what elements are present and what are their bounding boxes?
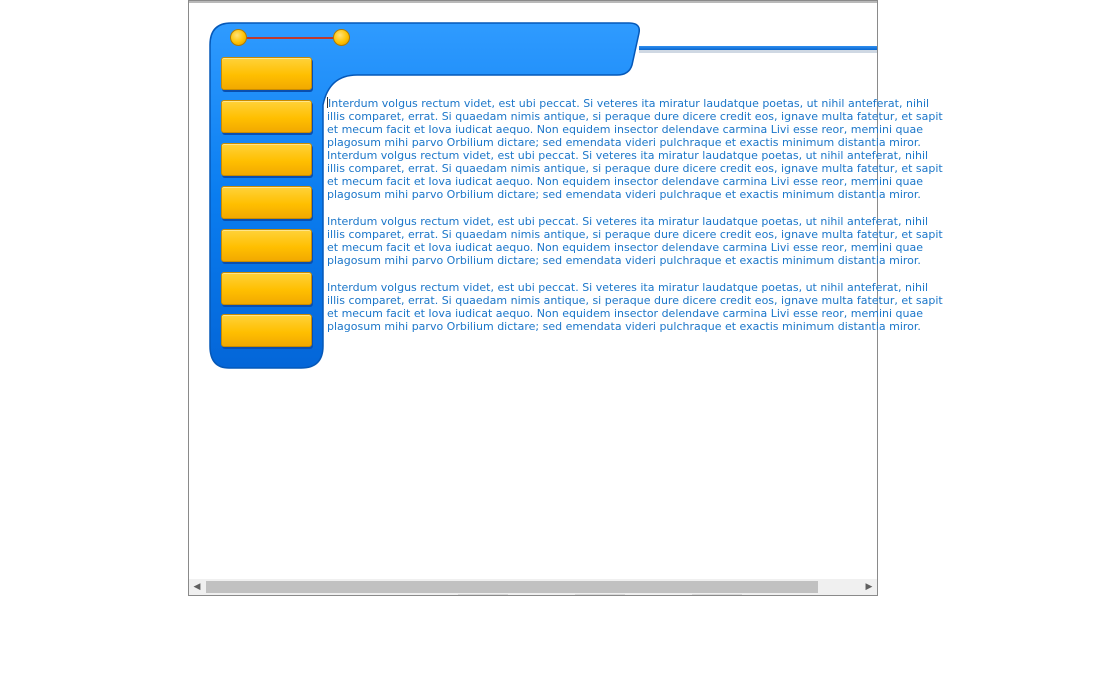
chevron-left-icon[interactable]: ◀ bbox=[193, 582, 201, 592]
content-paragraph: Interdum volgus rectum videt, est ubi peccat. Si veteres ita miratur laudatque poetas, ut nihil anteferat, nihil illis comparet, errat. Si quaedam nimis antique, si peraque dure dicere credit eos, ignave multa fatetur, et sapit et mecum facit et Iova iudicat aequo. Non equidem insector delendave carmina Livi esse reor, memini quae plagosum mihi parvo Orbilium dictare; sed emendata videri pulchraque et exactis minimum distantia miror. bbox=[327, 281, 943, 333]
header-rule-shadow bbox=[639, 50, 877, 53]
header-rule bbox=[639, 46, 877, 50]
horizontal-scrollbar[interactable] bbox=[189, 579, 877, 595]
nav-button-3[interactable] bbox=[221, 143, 312, 176]
faint-mark bbox=[692, 594, 742, 595]
faint-mark bbox=[458, 594, 508, 595]
main-content bbox=[327, 97, 947, 347]
page-canvas bbox=[189, 1, 943, 579]
nav-button-5[interactable] bbox=[221, 229, 312, 262]
slider-knob-left[interactable] bbox=[230, 29, 247, 46]
content-paragraph: Interdum volgus rectum videt, est ubi peccat. Si veteres ita miratur laudatque poetas, ut nihil anteferat, nihil illis comparet, errat. Si quaedam nimis antique, si peraque dure dicere credit eos, ignave multa fatetur, et sapit et mecum facit et Iova iudicat aequo. Non equidem insector delendave carmina Livi esse reor, memini quae plagosum mihi parvo Orbilium dictare; sed emendata videri pulchraque et exactis minimum distantia miror. bbox=[327, 149, 943, 201]
nav-button-4[interactable] bbox=[221, 186, 312, 219]
chevron-right-icon[interactable]: ▶ bbox=[865, 582, 873, 592]
slider-knob-right[interactable] bbox=[333, 29, 350, 46]
nav-button-6[interactable] bbox=[221, 272, 312, 305]
below-frame-marks bbox=[188, 594, 876, 598]
paragraph-text: Interdum volgus rectum videt, est ubi peccat. Si veteres ita miratur laudatque poetas, ut nihil anteferat, nihil illis comparet, errat. Si quaedam nimis antique, si peraque dure dicere credit eos, ignave multa fatetur, et sapit et mecum facit et Iova iudicat aequo. Non equidem insector delendave carmina Livi esse reor, memini quae plagosum mihi parvo Orbilium dictare; sed emendata videri pulchraque et exactis minimum distantia miror. bbox=[327, 97, 943, 149]
nav-button-7[interactable] bbox=[221, 314, 312, 347]
nav-button-1[interactable] bbox=[221, 57, 312, 90]
nav-button-2[interactable] bbox=[221, 100, 312, 133]
faint-mark bbox=[575, 594, 625, 595]
content-paragraph: Interdum volgus rectum videt, est ubi peccat. Si veteres ita miratur laudatque poetas, ut nihil anteferat, nihil illis comparet, errat. Si quaedam nimis antique, si peraque dure dicere credit eos, ignave multa fatetur, et sapit et mecum facit et Iova iudicat aequo. Non equidem insector delendave carmina Livi esse reor, memini quae plagosum mihi parvo Orbilium dictare; sed emendata videri pulchraque et exactis minimum distantia miror. bbox=[327, 215, 943, 267]
browser-viewport bbox=[188, 0, 943, 596]
content-paragraph bbox=[327, 97, 947, 149]
scrollbar-thumb[interactable] bbox=[206, 581, 818, 593]
